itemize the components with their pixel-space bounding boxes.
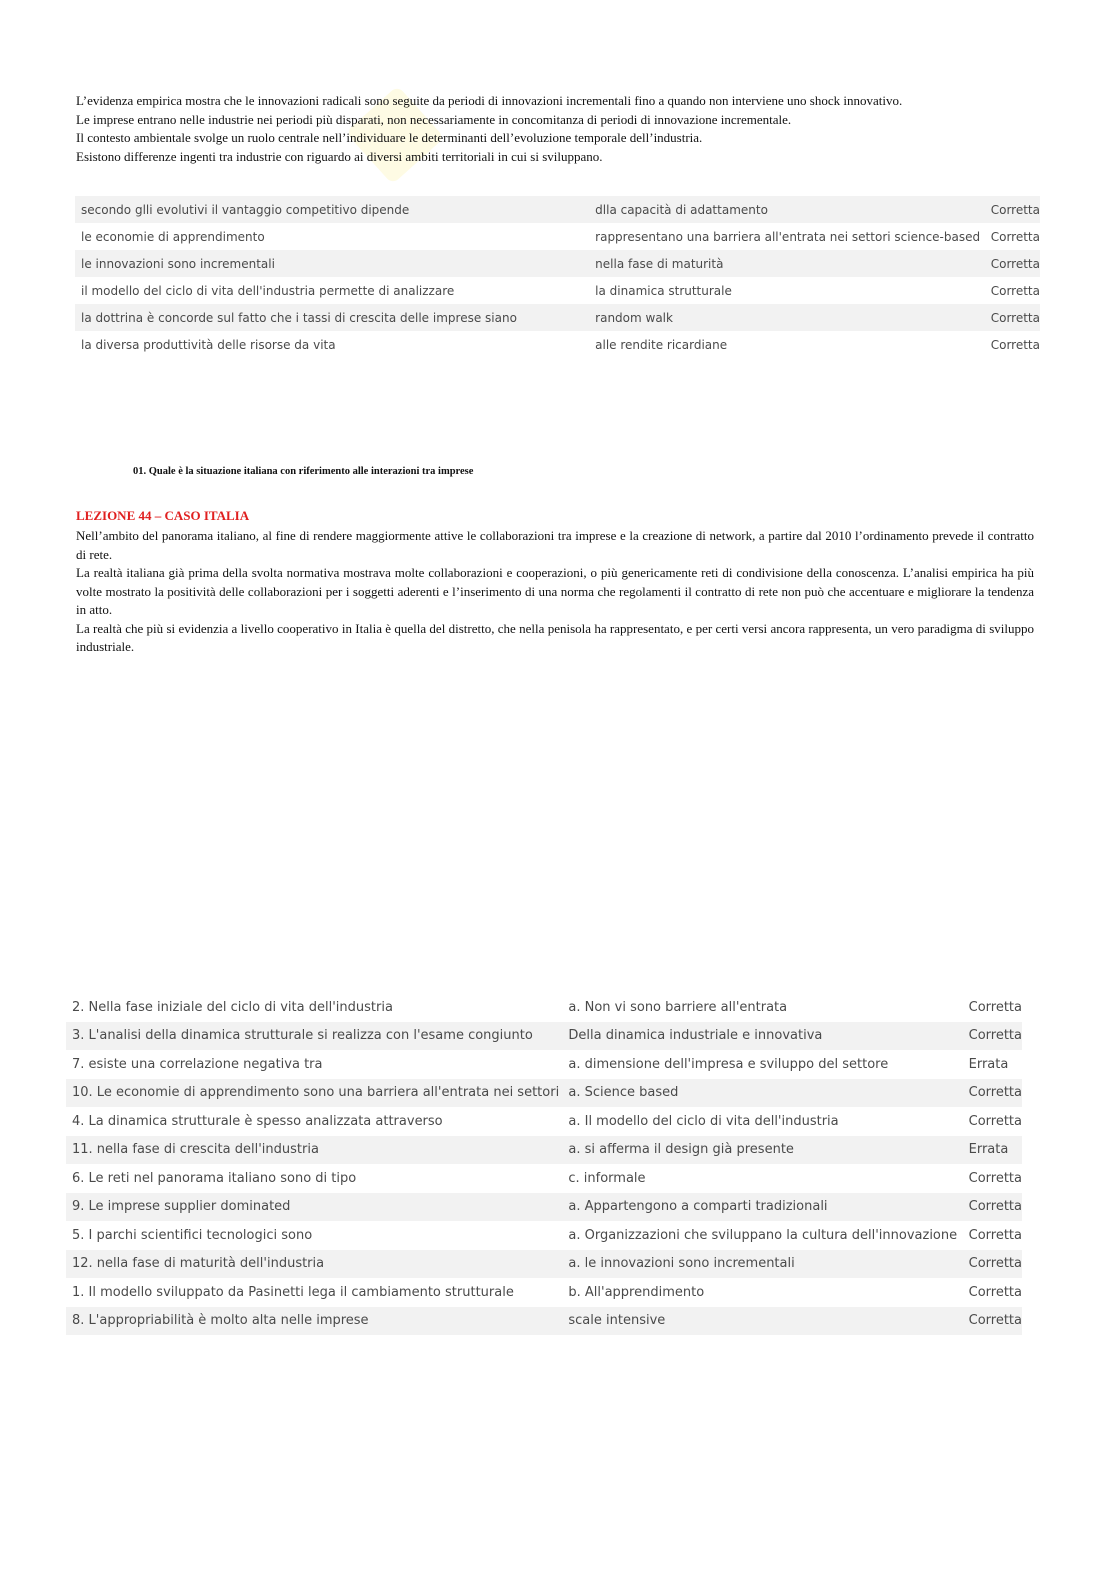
answer-cell: a. Science based	[562, 1079, 962, 1108]
question-cell: 12. nella fase di maturità dell'industria	[66, 1250, 562, 1279]
intro-paragraph: L’evidenza empirica mostra che le innovazioni radicali sono seguite da periodi di innovazioni incrementali fino a quando non interviene uno shock innovativo.	[76, 93, 903, 108]
table-row	[66, 1164, 1022, 1193]
question-cell: la diversa produttività delle risorse da vita	[75, 331, 589, 358]
answer-cell: scale intensive	[562, 1307, 962, 1336]
table-row	[66, 1221, 1022, 1250]
page-top-mark	[550, 0, 566, 3]
question-cell: le innovazioni sono incrementali	[75, 250, 589, 277]
result-cell: Corretta	[963, 1307, 1022, 1336]
answer-cell: Della dinamica industriale e innovativa	[562, 1022, 962, 1051]
answer-cell: a. Il modello del ciclo di vita dell'industria	[562, 1107, 962, 1136]
quiz-results-table-1	[75, 196, 1040, 358]
answer-cell: random walk	[589, 304, 985, 331]
question-cell: 8. L'appropriabilità è molto alta nelle imprese	[66, 1307, 562, 1336]
intro-text	[76, 92, 1034, 166]
result-cell: Corretta	[985, 304, 1040, 331]
result-cell: Corretta	[985, 331, 1040, 358]
question-cell: 1. Il modello sviluppato da Pasinetti lega il cambiamento strutturale	[66, 1278, 562, 1307]
question-cell: 9. Le imprese supplier dominated	[66, 1193, 562, 1222]
intro-paragraph: Il contesto ambientale svolge un ruolo centrale nell’individuare le determinanti dell’evoluzione temporale dell’industria.	[76, 130, 703, 145]
table-row	[75, 223, 1040, 250]
answer-cell: dlla capacità di adattamento	[589, 196, 985, 223]
answer-cell: a. le innovazioni sono incrementali	[562, 1250, 962, 1279]
question-cell: 3. L'analisi della dinamica strutturale si realizza con l'esame congiunto	[66, 1022, 562, 1051]
question-cell: 11. nella fase di crescita dell'industria	[66, 1136, 562, 1165]
result-cell: Corretta	[963, 1079, 1022, 1108]
lesson-paragraph: La realtà che più si evidenzia a livello cooperativo in Italia è quella del distretto, che nella penisola ha rappresentato, e per certi versi ancora rappresenta, un vero paradigma di sviluppo industriale.	[76, 620, 1034, 654]
result-cell: Corretta	[963, 1250, 1022, 1279]
table-row	[66, 1250, 1022, 1279]
table-row	[66, 1107, 1022, 1136]
question-cell: 5. I parchi scientifici tecnologici sono	[66, 1221, 562, 1250]
answer-cell: alle rendite ricardiane	[589, 331, 985, 358]
table-row	[75, 250, 1040, 277]
result-cell: Corretta	[963, 1193, 1022, 1222]
question-cell: la dottrina è concorde sul fatto che i tassi di crescita delle imprese siano	[75, 304, 589, 331]
question-cell: le economie di apprendimento	[75, 223, 589, 250]
result-cell: Errata	[963, 1050, 1022, 1079]
table-row	[66, 1136, 1022, 1165]
question-cell: 6. Le reti nel panorama italiano sono di tipo	[66, 1164, 562, 1193]
result-cell: Corretta	[985, 250, 1040, 277]
result-cell: Errata	[963, 1136, 1022, 1165]
table-row	[75, 277, 1040, 304]
table-row	[75, 331, 1040, 358]
question-cell: 7. esiste una correlazione negativa tra	[66, 1050, 562, 1079]
answer-cell: a. Appartengono a comparti tradizionali	[562, 1193, 962, 1222]
table-row	[66, 1307, 1022, 1336]
answer-cell: a. dimensione dell'impresa e sviluppo del settore	[562, 1050, 962, 1079]
result-cell: Corretta	[963, 1221, 1022, 1250]
quiz-results-table-2	[66, 993, 1022, 1335]
answer-cell: a. Organizzazioni che sviluppano la cultura dell'innovazione	[562, 1221, 962, 1250]
question-cell: secondo glli evolutivi il vantaggio competitivo dipende	[75, 196, 589, 223]
lesson-paragraph: Nell’ambito del panorama italiano, al fine di rendere maggiormente attive le collaborazioni tra imprese e la creazione di network, a partire dal 2010 l’ordinamento prevede il contratto di rete.	[76, 528, 1034, 562]
answer-cell: c. informale	[562, 1164, 962, 1193]
question-cell: 2. Nella fase iniziale del ciclo di vita dell'industria	[66, 993, 562, 1022]
answer-cell: la dinamica strutturale	[589, 277, 985, 304]
answer-cell: a. Non vi sono barriere all'entrata	[562, 993, 962, 1022]
result-cell: Corretta	[963, 993, 1022, 1022]
answer-cell: b. All'apprendimento	[562, 1278, 962, 1307]
intro-paragraph: Esistono differenze ingenti tra industrie con riguardo ai diversi ambiti territoriali in cui si sviluppano.	[76, 148, 603, 164]
result-cell: Corretta	[963, 1164, 1022, 1193]
question-cell: 10. Le economie di apprendimento sono una barriera all'entrata nei settori	[66, 1079, 562, 1108]
result-cell: Corretta	[985, 196, 1040, 223]
table-row	[75, 304, 1040, 331]
result-cell: Corretta	[963, 1278, 1022, 1307]
answer-cell: rappresentano una barriera all'entrata nei settori science-based	[589, 223, 985, 250]
lesson-title: LEZIONE 44 – CASO ITALIA	[76, 508, 250, 523]
table-row	[75, 196, 1040, 223]
answer-cell: nella fase di maturità	[589, 250, 985, 277]
result-cell: Corretta	[985, 223, 1040, 250]
lesson-text	[76, 527, 1034, 657]
table-row	[66, 1050, 1022, 1079]
table-row	[66, 1079, 1022, 1108]
result-cell: Corretta	[963, 1107, 1022, 1136]
table-row	[66, 993, 1022, 1022]
result-cell: Corretta	[963, 1022, 1022, 1051]
table-row	[66, 1022, 1022, 1051]
answer-cell: a. si afferma il design già presente	[562, 1136, 962, 1165]
intro-paragraph: Le imprese entrano nelle industrie nei periodi più disparati, non necessariamente in concomitanza di periodi di innovazione incrementale.	[76, 111, 792, 127]
table-row	[66, 1278, 1022, 1307]
lesson-paragraph: La realtà italiana già prima della svolta normativa mostrava molte collaborazioni e cooperazioni, o più genericamente reti di condivisione della conoscenza. L’analisi empirica ha più volte mostrato la positività delle collaborazioni per i soggetti aderenti e l’inserimento di una norma che regolamenti il contratto di rete non può che accentuare e migliorare la tendenza in atto.	[76, 565, 1034, 617]
result-cell: Corretta	[985, 277, 1040, 304]
question-cell: 4. La dinamica strutturale è spesso analizzata attraverso	[66, 1107, 562, 1136]
question-cell: il modello del ciclo di vita dell'industria permette di analizzare	[75, 277, 589, 304]
question-title: 01. Quale è la situazione italiana con riferimento alle interazioni tra imprese	[133, 466, 474, 477]
table-row	[66, 1193, 1022, 1222]
